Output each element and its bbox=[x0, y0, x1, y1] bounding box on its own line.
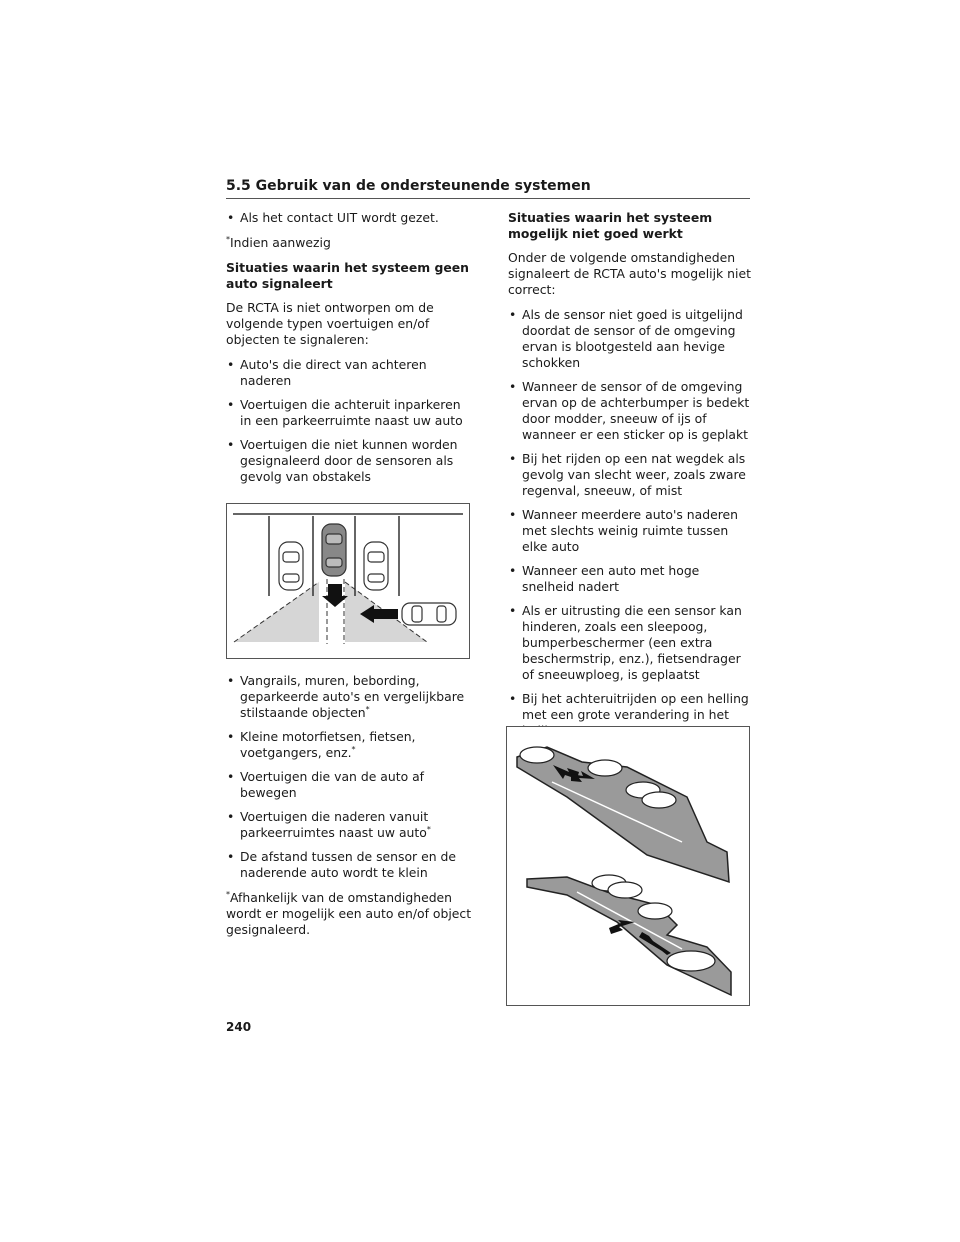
section-title: 5.5 Gebruik van de ondersteunende systemen bbox=[226, 178, 750, 199]
list-item: • Kleine motorfietsen, fietsen, voetgangers, enz.* bbox=[226, 729, 472, 761]
list-item: • Voertuigen die niet kunnen worden gesignaleerd door de sensoren als gevolg van obstakels bbox=[226, 437, 472, 485]
heading-not-working: Situaties waarin het systeem mogelijk niet goed werkt bbox=[508, 210, 713, 241]
list-item: • Bij het achteruitrijden op een helling met een grote verandering in het bbox=[508, 691, 752, 739]
heading-not-detected: Situaties waarin het systeem geen auto signaleert bbox=[226, 260, 469, 291]
list-item: • De afstand tussen de sensor en de naderende auto wordt te klein bbox=[226, 849, 472, 881]
list-item: • Als de sensor niet goed is uitgelijnd doordat de sensor of de omgeving ervan is blootgesteld aan hevige schokken bbox=[508, 307, 752, 371]
parking-rcta-illustration bbox=[226, 503, 470, 659]
footnote-available: *Indien aanwezig bbox=[226, 235, 331, 250]
page-number: 240 bbox=[226, 1020, 252, 1034]
left-column bbox=[226, 210, 472, 947]
list-item: • Voertuigen die van de auto af bewegen bbox=[226, 769, 472, 801]
not-detected-list-2 bbox=[226, 673, 472, 881]
not-working-list bbox=[508, 307, 752, 739]
slope-rcta-illustration bbox=[506, 726, 750, 1006]
list-item: • Vangrails, muren, bebording, geparkeerde auto's en vergelijkbare stilstaande objecten* bbox=[226, 673, 472, 721]
not-detected-list bbox=[226, 357, 472, 485]
list-item: • Als er uitrusting die een sensor kan hinderen, zoals een sleepoog, bumperbeschermer (een extra beschermstrip, enz.), fietsendrager of sneeuwploeg, is geplaatst bbox=[508, 603, 752, 683]
list-item: • Voertuigen die naderen vanuit parkeerruimtes naast uw auto* bbox=[226, 809, 472, 841]
list-item: • Wanneer een auto met hoge snelheid nadert bbox=[508, 563, 752, 595]
list-item: • Als het contact UIT wordt gezet. bbox=[226, 210, 472, 226]
list-item: • Wanneer de sensor of de omgeving ervan op de achterbumper is bedekt door modder, sneeuw of ijs of wanneer er een sticker op is geplakt bbox=[508, 379, 752, 443]
right-column bbox=[508, 210, 752, 748]
list-item: • Auto's die direct van achteren naderen bbox=[226, 357, 472, 389]
footnote-conditions: *Afhankelijk van de omstandigheden wordt er mogelijk een auto en/of object gesignaleerd. bbox=[226, 890, 472, 937]
list-item: • Voertuigen die achteruit inparkeren in een parkeerruimte naast uw auto bbox=[226, 397, 472, 429]
list-item: • Wanneer meerdere auto's naderen met slechts weinig ruimte tussen elke auto bbox=[508, 507, 752, 555]
intro-paragraph: De RCTA is niet ontworpen om de volgende typen voertuigen en/of objecten te signaleren: bbox=[226, 300, 434, 347]
list-item: • Bij het rijden op een nat wegdek als gevolg van slecht weer, zoals zware regenval, sneeuw, of mist bbox=[508, 451, 752, 499]
intro-paragraph: Onder de volgende omstandigheden signaleert de RCTA auto's mogelijk niet correct: bbox=[508, 250, 751, 297]
top-bullet-list bbox=[226, 210, 472, 226]
